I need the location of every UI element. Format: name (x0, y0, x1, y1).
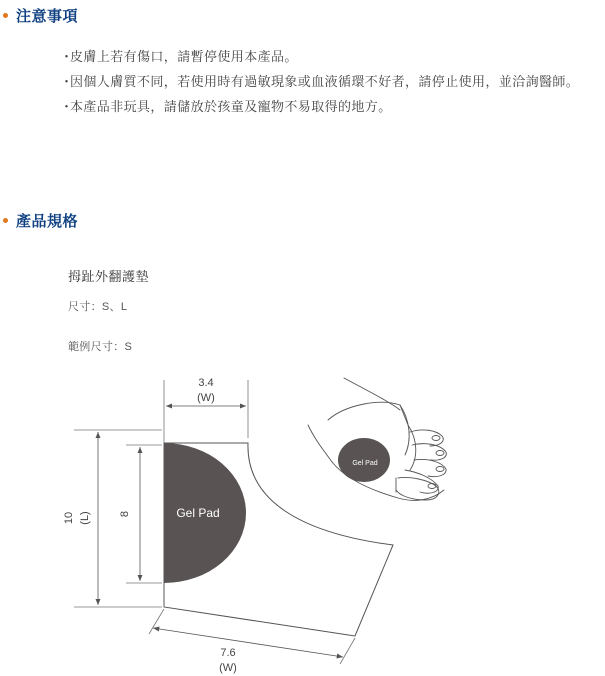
top-width-unit: (W) (197, 392, 215, 404)
bottom-width-value: 7.6 (220, 647, 236, 659)
precautions-heading-text: 注意事項 (16, 8, 79, 25)
list-bullet: ・ (60, 99, 74, 114)
product-name: 拇趾外翻護墊 (68, 269, 150, 284)
bottom-width-extension-right (340, 638, 355, 664)
height-value: 10 (63, 511, 75, 525)
arrow-up-icon (138, 447, 143, 453)
list-item-text: 皮膚上若有傷口，請暫停使用本產品。 (70, 49, 298, 64)
arrow-right-icon (240, 404, 246, 409)
height-unit: (L) (79, 511, 91, 525)
foot-gel-pad-label: Gel Pad (352, 460, 378, 467)
list-item-text: 因個人膚質不同，若使用時有過敏現象或血液循環不好者，請停止使用，並洽詢醫師。 (70, 74, 580, 89)
bottom-width-unit: (W) (219, 662, 237, 674)
pad-height-value: 8 (119, 510, 131, 518)
arrow-left-icon (166, 404, 172, 409)
arrow-down-icon (96, 599, 101, 605)
example-size: 範例尺寸：S (68, 341, 133, 353)
top-width-value: 3.4 (198, 377, 214, 389)
list-item-text: 本產品非玩具，請儲放於孩童及寵物不易取得的地方。 (70, 99, 392, 114)
foot-illustration (308, 378, 446, 500)
arrow-right-icon (337, 654, 344, 659)
list-bullet: ・ (60, 74, 74, 89)
arrow-left-icon (153, 627, 160, 632)
gel-pad-label: Gel Pad (176, 506, 220, 520)
arrow-down-icon (138, 575, 143, 581)
bottom-width-extension-left (149, 609, 164, 634)
arrow-up-icon (96, 432, 101, 438)
size-options: 尺寸：S、L (68, 301, 128, 313)
list-bullet: ・ (60, 49, 74, 64)
specs-heading-text: 產品規格 (16, 213, 79, 230)
bottom-width-dimension-line (153, 628, 343, 657)
